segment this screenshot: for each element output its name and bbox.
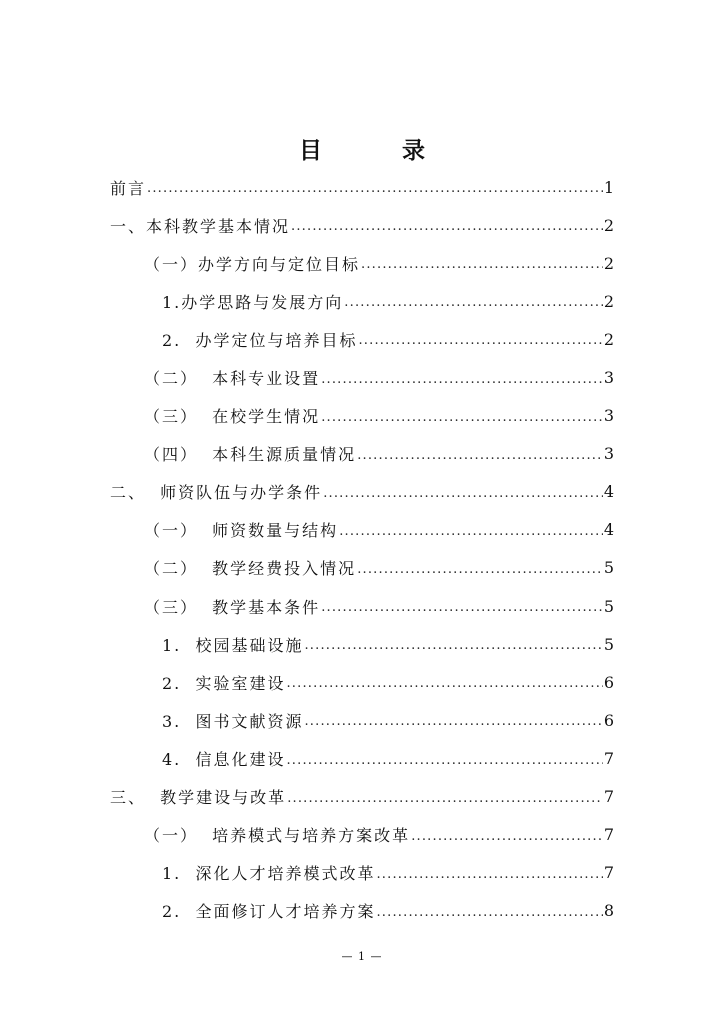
toc-dot-leader (323, 486, 603, 502)
toc-page-number: 7 (603, 825, 614, 845)
toc-entry[interactable] (0, 701, 724, 739)
toc-dot-leader (357, 448, 603, 464)
toc-entry[interactable] (0, 511, 724, 549)
toc-page-number: 4 (603, 482, 614, 502)
toc-page-number: 2 (603, 291, 614, 311)
toc-entry-title: 1. 校园基础设施 (162, 635, 304, 655)
toc-entry-title: 2. 实验室建设 (162, 673, 286, 693)
toc-page-number: 3 (603, 444, 614, 464)
toc-entry[interactable] (0, 358, 724, 396)
toc-entry-title: 4. 信息化建设 (162, 749, 286, 769)
toc-entry[interactable] (0, 816, 724, 854)
toc-page-number: 2 (603, 215, 614, 235)
toc-dot-leader (321, 600, 603, 616)
toc-dot-leader (147, 181, 603, 197)
toc-entry[interactable] (0, 778, 724, 816)
toc-page-number: 3 (603, 368, 614, 388)
toc-dot-leader (321, 410, 603, 426)
toc-page-number: 7 (603, 748, 614, 768)
page-number-footer: — 1 — (341, 950, 383, 963)
toc-entry-title: （三） 教学基本条件 (144, 597, 321, 617)
toc-entry[interactable] (0, 168, 724, 206)
toc-entry-title: 2. 办学定位与培养目标 (162, 330, 358, 350)
toc-entry-title: 前言 (110, 178, 147, 198)
table-of-contents (0, 168, 724, 930)
toc-dot-leader (287, 791, 603, 807)
toc-entry-title: 1. 深化人才培养模式改革 (162, 864, 376, 884)
toc-page-number: 5 (603, 634, 614, 654)
toc-dot-leader (286, 676, 602, 692)
toc-entry[interactable] (0, 854, 724, 892)
toc-dot-leader (344, 295, 603, 311)
toc-entry-title: （四） 本科生源质量情况 (144, 445, 357, 465)
toc-entry[interactable] (0, 244, 724, 282)
toc-entry-title: 二、 师资队伍与办学条件 (110, 483, 323, 503)
toc-page-number: 1 (603, 177, 614, 197)
toc-dot-leader (291, 219, 603, 235)
toc-page-number: 6 (603, 710, 614, 730)
toc-page-number: 5 (603, 596, 614, 616)
toc-entry[interactable] (0, 549, 724, 587)
toc-entry-title: 一、本科教学基本情况 (110, 216, 291, 236)
toc-entry-title: （一）办学方向与定位目标 (144, 254, 361, 274)
page-title: 目 录 (298, 138, 461, 164)
toc-entry-title: 1.办学思路与发展方向 (162, 292, 344, 312)
toc-page-number: 2 (603, 253, 614, 273)
toc-entry[interactable] (0, 587, 724, 625)
toc-entry-title: （三） 在校学生情况 (144, 407, 321, 427)
toc-entry-title: （二） 教学经费投入情况 (144, 559, 357, 579)
toc-page-number: 3 (603, 406, 614, 426)
toc-dot-leader (357, 562, 603, 578)
toc-entry-title: （一） 师资数量与结构 (144, 521, 339, 541)
toc-page-number: 2 (603, 329, 614, 349)
toc-page-number: 4 (603, 520, 614, 540)
toc-entry-title: 三、 教学建设与改革 (110, 788, 287, 808)
toc-dot-leader (358, 333, 602, 349)
toc-entry[interactable] (0, 892, 724, 930)
toc-page-number: 8 (603, 901, 614, 921)
toc-dot-leader (339, 524, 603, 540)
toc-page-number: 7 (603, 863, 614, 883)
toc-entry-title: 3. 图书文献资源 (162, 711, 304, 731)
toc-dot-leader (361, 257, 603, 273)
toc-entry-title: 2. 全面修订人才培养方案 (162, 902, 376, 922)
toc-entry[interactable] (0, 282, 724, 320)
toc-dot-leader (286, 753, 602, 769)
toc-dot-leader (321, 372, 603, 388)
toc-dot-leader (376, 867, 602, 883)
toc-entry[interactable] (0, 206, 724, 244)
toc-entry[interactable] (0, 739, 724, 777)
toc-dot-leader (376, 905, 602, 921)
toc-entry-title: （二） 本科专业设置 (144, 369, 321, 389)
toc-dot-leader (304, 638, 602, 654)
toc-page-number: 6 (603, 672, 614, 692)
toc-entry[interactable] (0, 320, 724, 358)
toc-entry[interactable] (0, 663, 724, 701)
toc-dot-leader (411, 829, 603, 845)
toc-entry-title: （一） 培养模式与培养方案改革 (144, 826, 411, 846)
toc-entry[interactable] (0, 397, 724, 435)
toc-entry[interactable] (0, 625, 724, 663)
toc-dot-leader (304, 714, 602, 730)
toc-page-number: 7 (603, 787, 614, 807)
toc-entry[interactable] (0, 435, 724, 473)
toc-entry[interactable] (0, 473, 724, 511)
toc-page-number: 5 (603, 558, 614, 578)
